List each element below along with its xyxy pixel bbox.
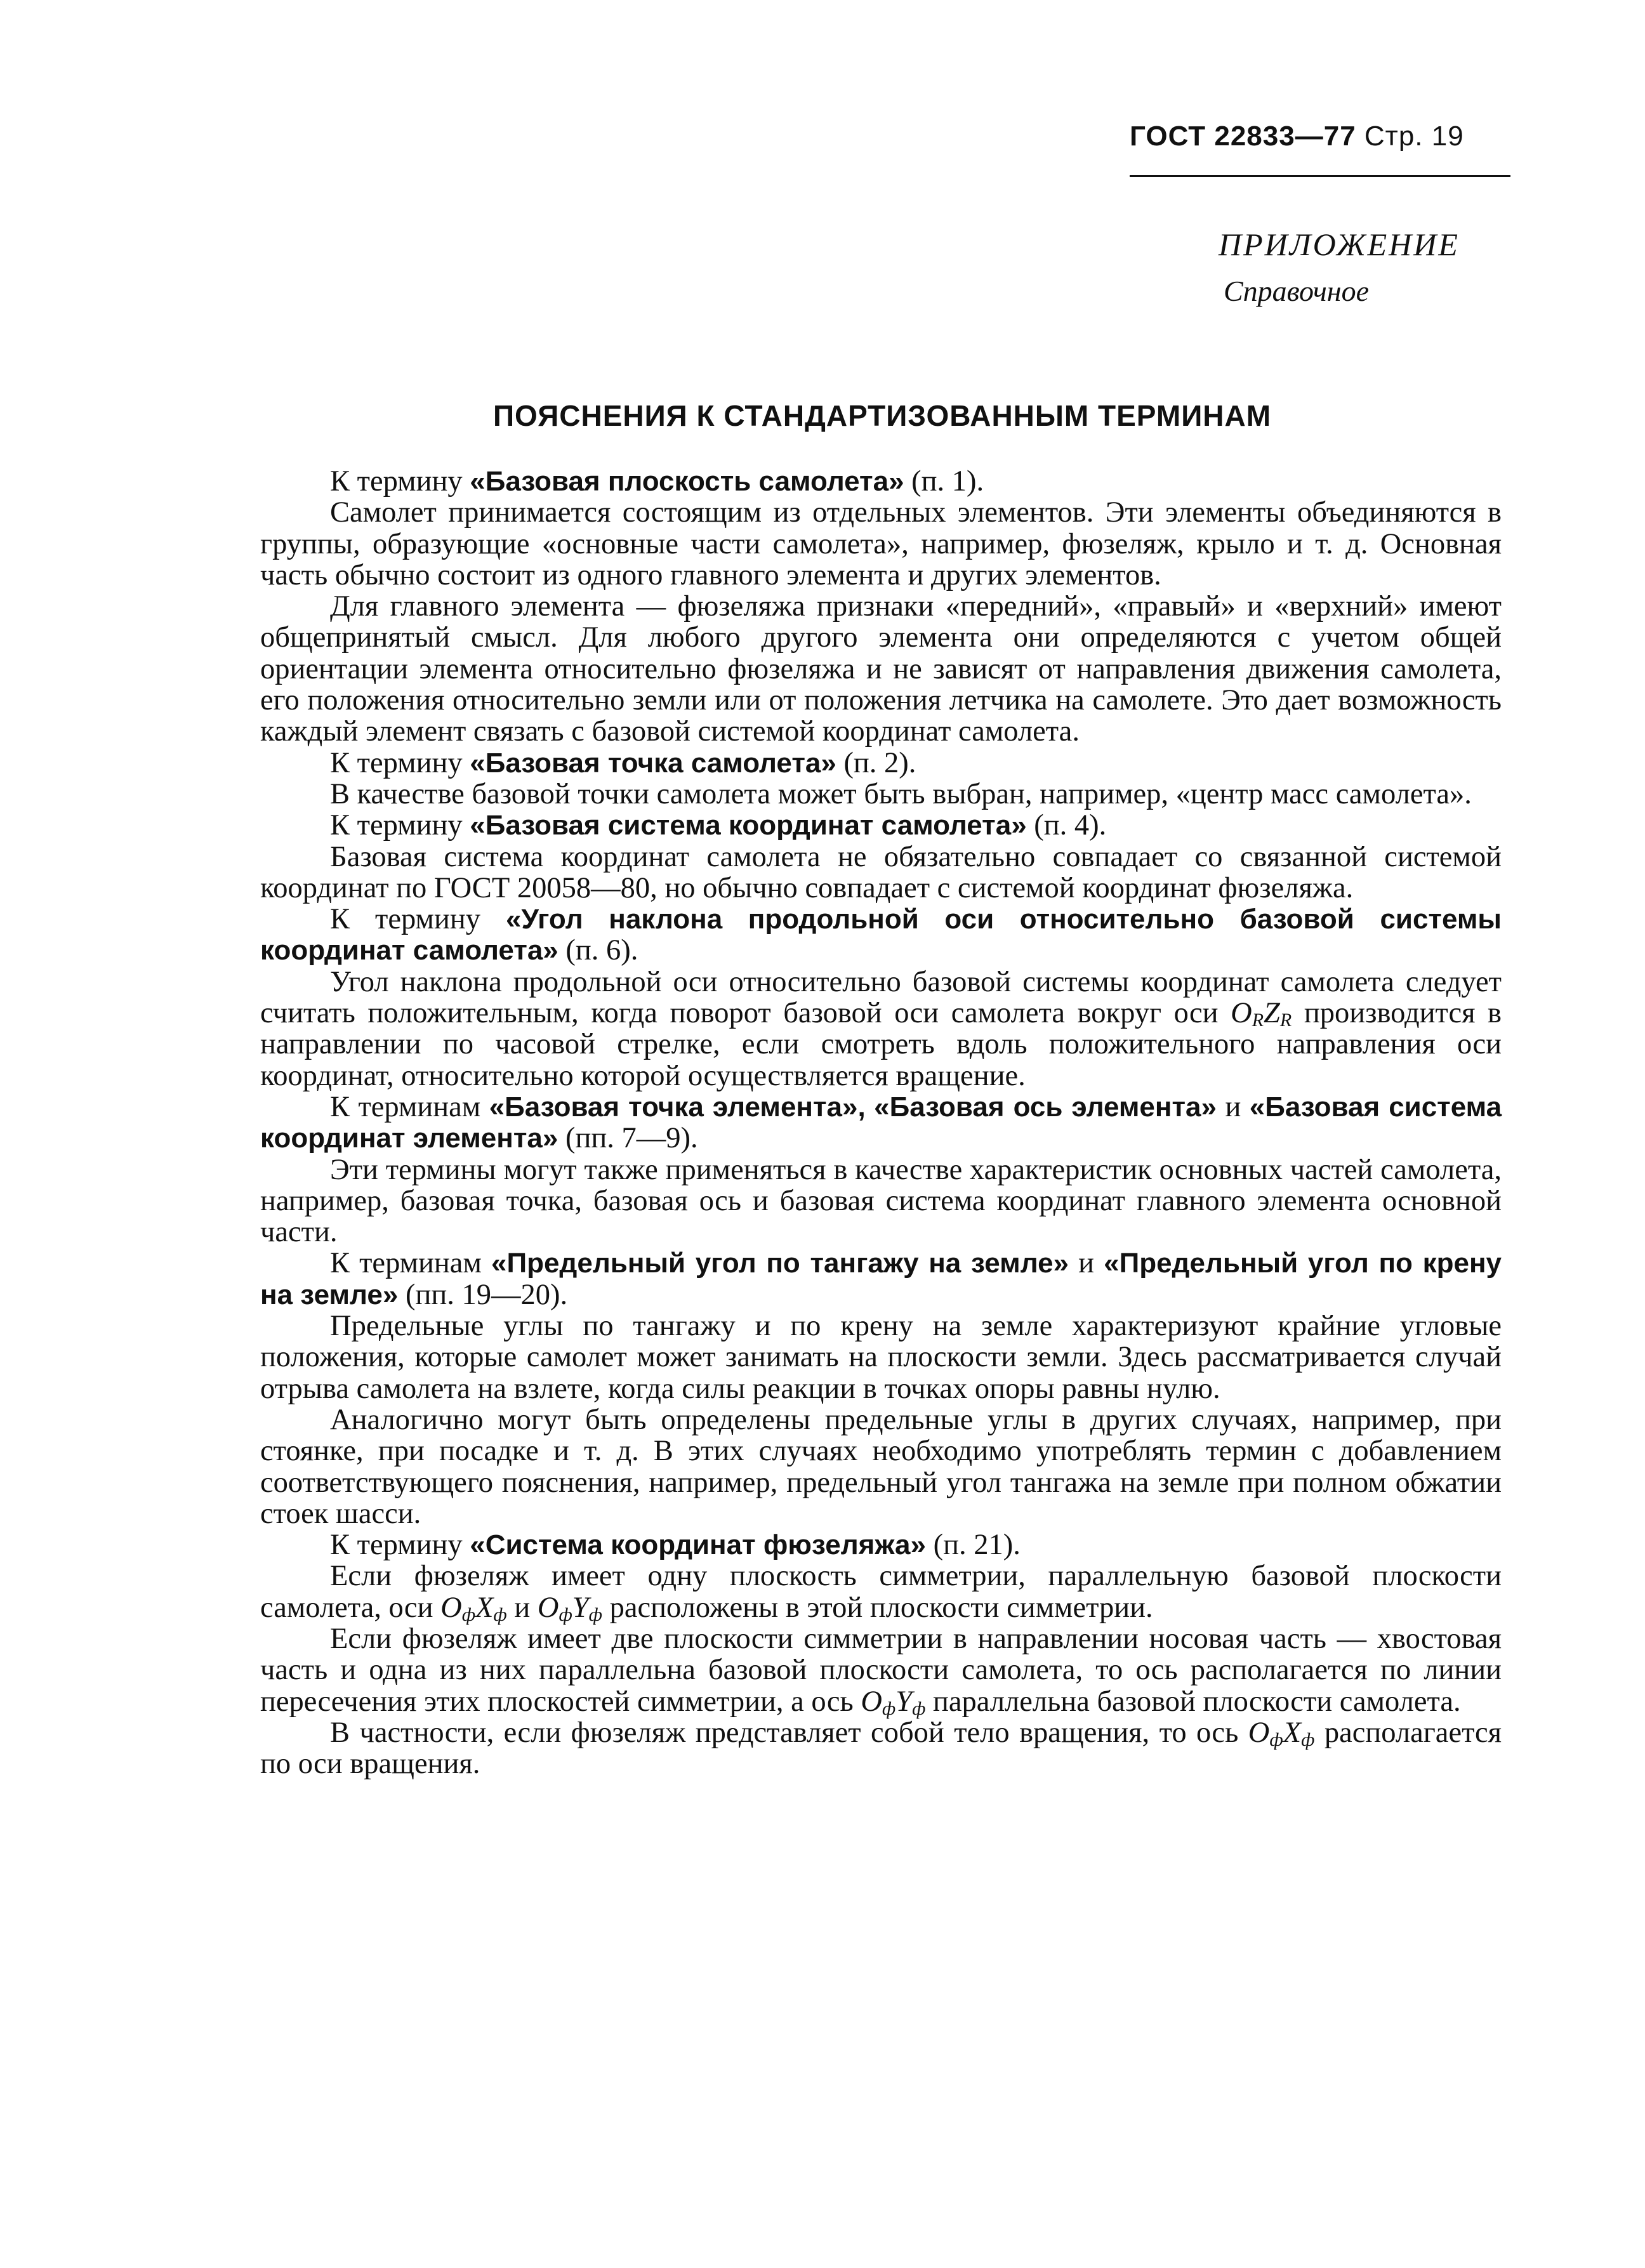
paragraph: Базовая система координат самолета не обязательно совпадает со связанной системой координат по ГОСТ 20058—80, но обычно совпадает с системой координат фюзеляжа.	[260, 840, 1502, 904]
term-name: «Угол наклона продольной оси относительно базовой системы координат самолета»	[260, 904, 1502, 966]
axis-symbol: $O_фX_ф$	[1248, 1716, 1315, 1750]
paragraph: Для главного элемента — фюзеляжа признаки «передний», «правый» и «верхний» имеют общепринятый смысл. Для любого другого элемента они определяются с учетом общей ориентации элемента относительно фюзеляжа и не зависят от направления движения самолета, его положения относительно земли или от положения летчика на самолете. Это дает возможность каждый элемент связать с базовой системой координат самолета.	[260, 590, 1502, 748]
paragraph: Если фюзеляж имеет две плоскости симметрии в направлении носовая часть — хвостовая часть и одна из них параллельна базовой плоскости самолета, то ось располагается по линии пересечения этих плоскостей симметрии, а ось $O_фY_ф$ параллельна базовой плоскости самолета.	[260, 1622, 1502, 1719]
axis-symbol: $O_фY_ф$	[861, 1685, 926, 1719]
running-header	[1130, 121, 1510, 152]
appendix-sub-label: Справочное	[1224, 275, 1370, 307]
axis-symbol: $O_фX_ф$	[440, 1591, 507, 1625]
term-name: «Система координат фюзеляжа»	[470, 1529, 926, 1561]
term-reference: К термину «Угол наклона продольной оси относительно базовой системы координат самолета» (п. 6).	[260, 903, 1502, 967]
term-name: «Базовая система координат самолета»	[470, 810, 1027, 841]
term-name: «Базовая точка элемента»,	[489, 1091, 866, 1123]
paragraph: Эти термины могут также применяться в качестве характеристик основных частей самолета, например, базовая точка, базовая ось и базовая система координат главного элемента основной части.	[260, 1153, 1502, 1249]
paragraph: В частности, если фюзеляж представляет собой тело вращения, то ось $O_фX_ф$ располагается по оси вращения.	[260, 1716, 1502, 1781]
term-reference: К терминам «Предельный угол по тангажу на земле» и «Предельный угол по крену на земле» (пп. 19—20).	[260, 1247, 1502, 1311]
page-number: Стр. 19	[1364, 121, 1464, 152]
section-title: ПОЯСНЕНИЯ К СТАНДАРТИЗОВАННЫМ ТЕРМИНАМ	[492, 399, 1272, 432]
paragraph: Самолет принимается состоящим из отдельных элементов. Эти элементы объединяются в группы, образующие «основные части самолета», например, фюзеляж, крыло и т. д. Основная часть обычно состоит из одного главного элемента и других элементов.	[260, 496, 1502, 591]
standard-number: ГОСТ 22833—77	[1130, 121, 1356, 152]
term-name: «Предельный угол по тангажу на земле»	[491, 1248, 1069, 1279]
term-reference: К термину «Базовая система координат самолета» (п. 4).	[330, 809, 1107, 842]
axis-symbol: $O_фY_ф$	[537, 1591, 602, 1625]
term-reference: К термину «Система координат фюзеляжа» (п. 21).	[330, 1529, 1021, 1562]
term-name: «Базовая плоскость самолета»	[470, 466, 904, 497]
paragraph: Если фюзеляж имеет одну плоскость симметрии, параллельную базовой плоскости самолета, оси $O_фX_ф$ и $O_фY_ф$ расположены в этой плоскости симметрии.	[260, 1560, 1502, 1625]
term-name: «Базовая ось элемента»	[874, 1091, 1217, 1123]
paragraph: В качестве базовой точки самолета может быть выбран, например, «центр масс самолета».	[330, 777, 1472, 810]
term-reference: К термину «Базовая точка самолета» (п. 2).	[330, 746, 916, 779]
paragraph: Аналогично могут быть определены предельные углы в других случаях, например, при стоянке, при посадке и т. д. В этих случаях необходимо употреблять термин с добавлением соответствующего пояснения, например, предельный угол тангажа на земле при полном обжатии стоек шасси.	[260, 1403, 1502, 1530]
term-reference: К терминам «Базовая точка элемента», «Базовая ось элемента» и «Базовая система координат элемента» (пп. 7—9).	[260, 1090, 1502, 1155]
header-rule	[1130, 175, 1510, 177]
term-name: «Базовая точка самолета»	[470, 747, 836, 779]
body-text	[260, 466, 1502, 1779]
term-reference: К термину «Базовая плоскость самолета» (п. 1).	[330, 465, 984, 498]
paragraph: Угол наклона продольной оси относительно базовой системы координат самолета следует считать положительным, когда поворот базовой оси самолета вокруг оси $O_RZ_R$ производится в направлении по часовой стрелке, если смотреть вдоль положительного направления оси координат, относительно которой осуществляется вращение.	[260, 965, 1502, 1092]
paragraph: Предельные углы по тангажу и по крену на земле характеризуют крайние угловые положения, которые самолет может занимать на плоскости земли. Здесь рассматривается случай отрыва самолета на взлете, когда силы реакции в точках опоры равны нулю.	[260, 1310, 1502, 1405]
term-name: «Предельный угол по крену на земле»	[260, 1248, 1502, 1310]
axis-symbol: $O_RZ_R$	[1231, 997, 1292, 1031]
term-name: «Базовая система координат элемента»	[260, 1091, 1502, 1154]
appendix-label: ПРИЛОЖЕНИЕ	[1219, 227, 1460, 262]
